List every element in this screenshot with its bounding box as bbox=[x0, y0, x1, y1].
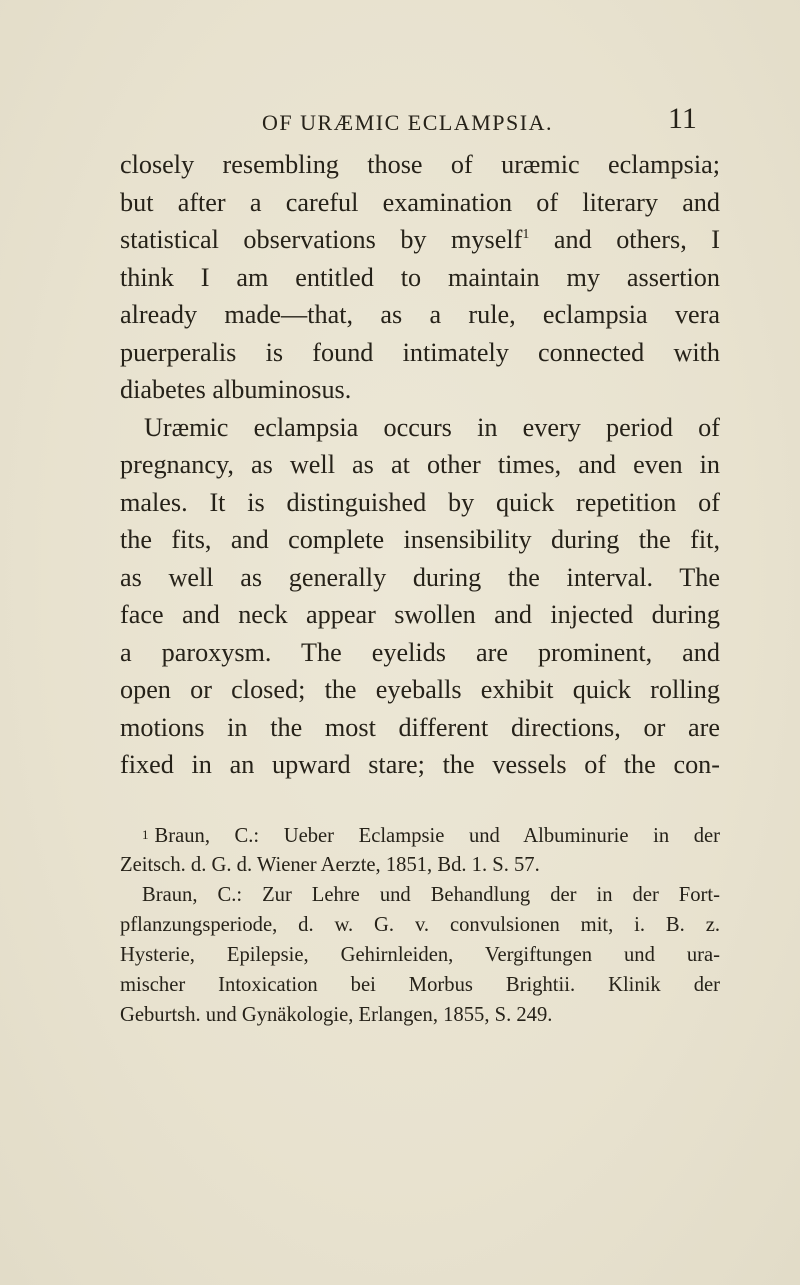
text-segment: statistical observations by myself bbox=[120, 225, 523, 254]
paragraph-start-line: Uræmic eclampsia occurs in every period of bbox=[144, 412, 720, 442]
footnote-text: Braun, C.: Ueber Eclampsie und Albuminurie in der bbox=[154, 825, 720, 847]
text-line: diabetes albuminosus. bbox=[120, 375, 352, 404]
text-line: pregnancy, as well as at other times, and even in bbox=[120, 450, 720, 479]
footnote-line: Hysterie, Epilepsie, Gehirnleiden, Vergiftungen und ura- bbox=[120, 944, 720, 966]
text-line: already made—that, as a rule, eclampsia vera bbox=[120, 300, 720, 329]
text-line: puerperalis is found intimately connected with bbox=[120, 337, 720, 367]
footnote-line: pflanzungsperiode, d. w. G. v. convulsionen mit, i. B. z. bbox=[120, 914, 720, 936]
text-line: open or closed; the eyeballs exhibit quick rolling bbox=[120, 675, 720, 704]
text-line: face and neck appear swollen and injected during bbox=[120, 600, 720, 629]
text-line: as well as generally during the interval. The bbox=[120, 562, 720, 592]
running-head bbox=[0, 102, 800, 142]
footnote-line: Zeitsch. d. G. d. Wiener Aerzte, 1851, Bd. 1. S. 57. bbox=[120, 854, 540, 876]
text-line: a paroxysm. The eyelids are prominent, and bbox=[120, 637, 720, 667]
footnote-reference: 1 bbox=[522, 227, 530, 242]
running-head-title: OF URÆMIC ECLAMPSIA. bbox=[262, 110, 553, 135]
text-line: fixed in an upward stare; the vessels of the con- bbox=[120, 750, 720, 779]
footnote-line: mischer Intoxication bei Morbus Brightii. Klinik der bbox=[120, 974, 720, 996]
text-line: closely resembling those of uræmic eclampsia; bbox=[120, 150, 720, 179]
text-line: motions in the most different directions, or are bbox=[120, 712, 720, 742]
main-text bbox=[120, 146, 720, 784]
footnote-mark: 1 bbox=[142, 827, 149, 842]
text-line bbox=[120, 221, 720, 259]
text-line: the fits, and complete insensibility during the fit, bbox=[120, 525, 720, 554]
text-line: but after a careful examination of literary and bbox=[120, 187, 720, 217]
page-number: 11 bbox=[668, 102, 697, 135]
footnote-line: Braun, C.: Zur Lehre und Behandlung der in der Fort- bbox=[142, 884, 720, 906]
text-line: think I am entitled to maintain my assertion bbox=[120, 262, 720, 292]
text-line: males. It is distinguished by quick repetition of bbox=[120, 487, 720, 517]
footnote-line bbox=[120, 820, 720, 850]
text-segment: and others, I bbox=[529, 225, 720, 254]
footnote-line: Geburtsh. und Gynäkologie, Erlangen, 1855, S. 249. bbox=[120, 1004, 553, 1026]
footnotes bbox=[120, 820, 720, 1030]
